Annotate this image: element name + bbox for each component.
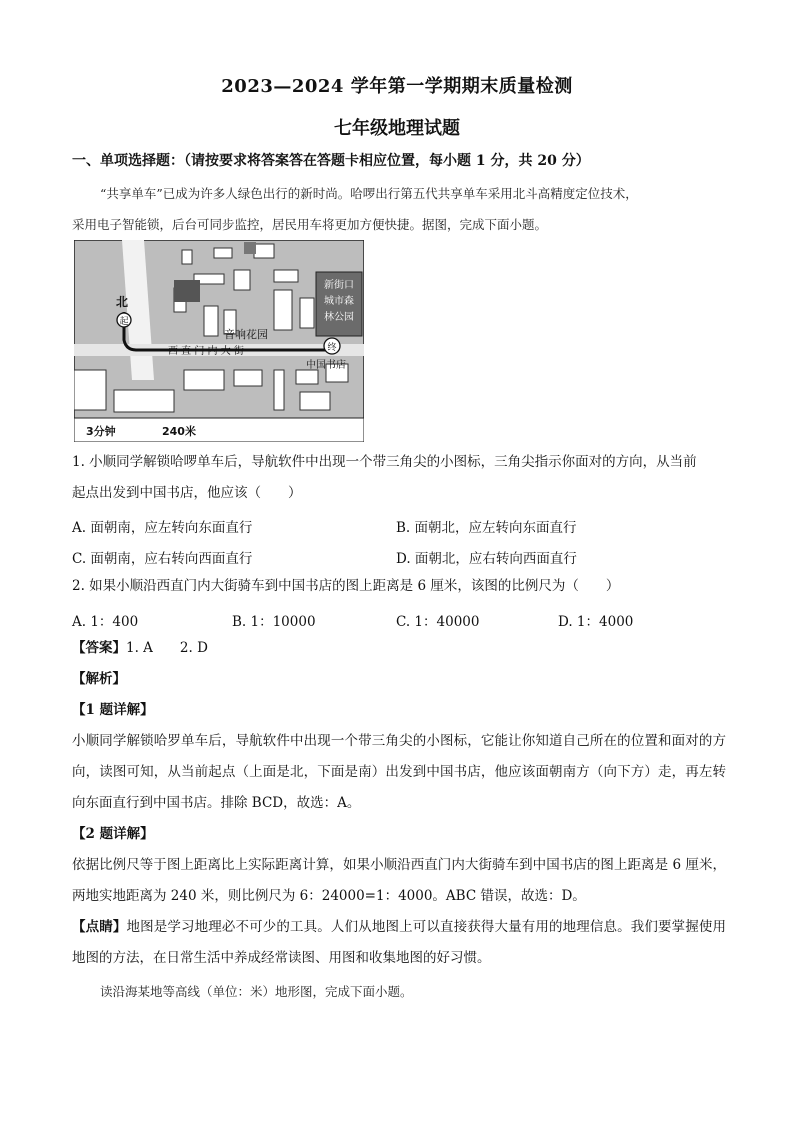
page-title: 2023—2024 学年第一学期期末质量检测 <box>221 76 573 97</box>
intro-line-2: 采用电子智能锁，后台可同步监控，居民用车将更加方便快捷。据图，完成下面小题。 <box>72 217 548 232</box>
q1-option-b: B. 面朝北，应左转向东面直行 <box>396 520 577 536</box>
map-dark-building <box>174 280 200 302</box>
scale-distance-label: 240米 <box>162 425 196 438</box>
intro-paragraph <box>72 178 732 240</box>
detail-1-heading <box>72 695 732 726</box>
bike-route-map <box>74 240 364 442</box>
analysis-line <box>72 664 732 695</box>
page-subtitle: 七年级地理试题 <box>334 118 460 139</box>
q2-option-b: B. 1：10000 <box>232 614 316 630</box>
detail-2-tag: 【2 题详解】 <box>72 826 154 842</box>
answer-text: 1. A 2. D <box>126 640 208 656</box>
question-2 <box>72 571 732 602</box>
next-question-intro: 读沿海某地等高线（单位：米）地形图，完成下面小题。 <box>100 984 413 999</box>
q1-option-d: D. 面朝北，应右转向西面直行 <box>396 551 577 567</box>
q2-option-a: A. 1：400 <box>72 614 139 630</box>
analysis-tag: 【解析】 <box>72 671 126 687</box>
q1-option-c: C. 面朝南，应右转向西面直行 <box>72 551 253 567</box>
scale-time-label: 3分钟 <box>86 425 116 438</box>
tip-tag: 【点睛】 <box>72 919 127 935</box>
street-label: 西 直 门 内 大 街 <box>168 346 244 357</box>
park-label-2: 城市森 <box>324 296 354 307</box>
detail-2-text: 依据比例尺等于图上距离比上实际距离计算，如果小顺沿西直门内大街骑车到中国书店的图上距离是 6 厘米，两地实地距离为 240 米，则比例尺为 6：24000=1：4000。ABC 错误，故选：D。 <box>72 857 726 904</box>
answer-tag: 【答案】 <box>72 640 126 656</box>
detail-1-text: 小顺同学解锁哈罗单车后，导航软件中出现一个带三角尖的小图标，它能让你知道自己所在的位置和面对的方向，读图可知，从当前起点（上面是北，下面是南）出发到中国书店，他应该面朝南方（向下方）走，再左转向东面直行到中国书店。排除 BCD，故选：A。 <box>72 733 726 811</box>
end-label: 终 <box>327 343 337 353</box>
detail-1-tag: 【1 题详解】 <box>72 702 154 718</box>
question-1-line-2: 起点出发到中国书店，他应该（ ） <box>72 485 302 501</box>
map-dark-building-2 <box>244 242 256 254</box>
question-1 <box>72 447 732 509</box>
detail-2-heading <box>72 819 732 850</box>
bookstore-label: 中国书店 <box>306 360 346 371</box>
map-scale-bar-area <box>74 418 364 442</box>
tip-paragraph <box>72 912 726 974</box>
start-label: 起 <box>119 317 129 327</box>
park-label-1: 新街口 <box>324 280 354 291</box>
north-label: 北 <box>116 295 129 309</box>
question-1-line-1: 1. 小顺同学解锁哈啰单车后，导航软件中出现一个带三角尖的小图标，三角尖指示你面对的方向，从当前 <box>72 454 697 470</box>
answer-line <box>72 633 732 664</box>
park-label-3: 林公园 <box>324 312 354 323</box>
question-2-line-1: 2. 如果小顺沿西直门内大街骑车到中国书店的图上距离是 6 厘米，该图的比例尺为（ ） <box>72 578 620 594</box>
intro-line-1: “共享单车”已成为许多人绿色出行的新时尚。哈啰出行第五代共享单车采用北斗高精度定位技术， <box>100 186 638 201</box>
q2-option-c: C. 1：40000 <box>396 614 480 630</box>
q2-option-d: D. 1：4000 <box>558 614 634 630</box>
q1-option-a: A. 面朝南，应左转向东面直行 <box>72 520 253 536</box>
tip-text: 地图是学习地理必不可少的工具。人们从地图上可以直接获得大量有用的地理信息。我们要掌握使用地图的方法，在日常生活中养成经常读图、用图和收集地图的好习惯。 <box>72 919 727 966</box>
garden-label: 音响花园 <box>224 328 268 341</box>
section-heading: 一、单项选择题：（请按要求将答案答在答题卡相应位置，每小题 1 分，共 20 分） <box>72 153 590 169</box>
